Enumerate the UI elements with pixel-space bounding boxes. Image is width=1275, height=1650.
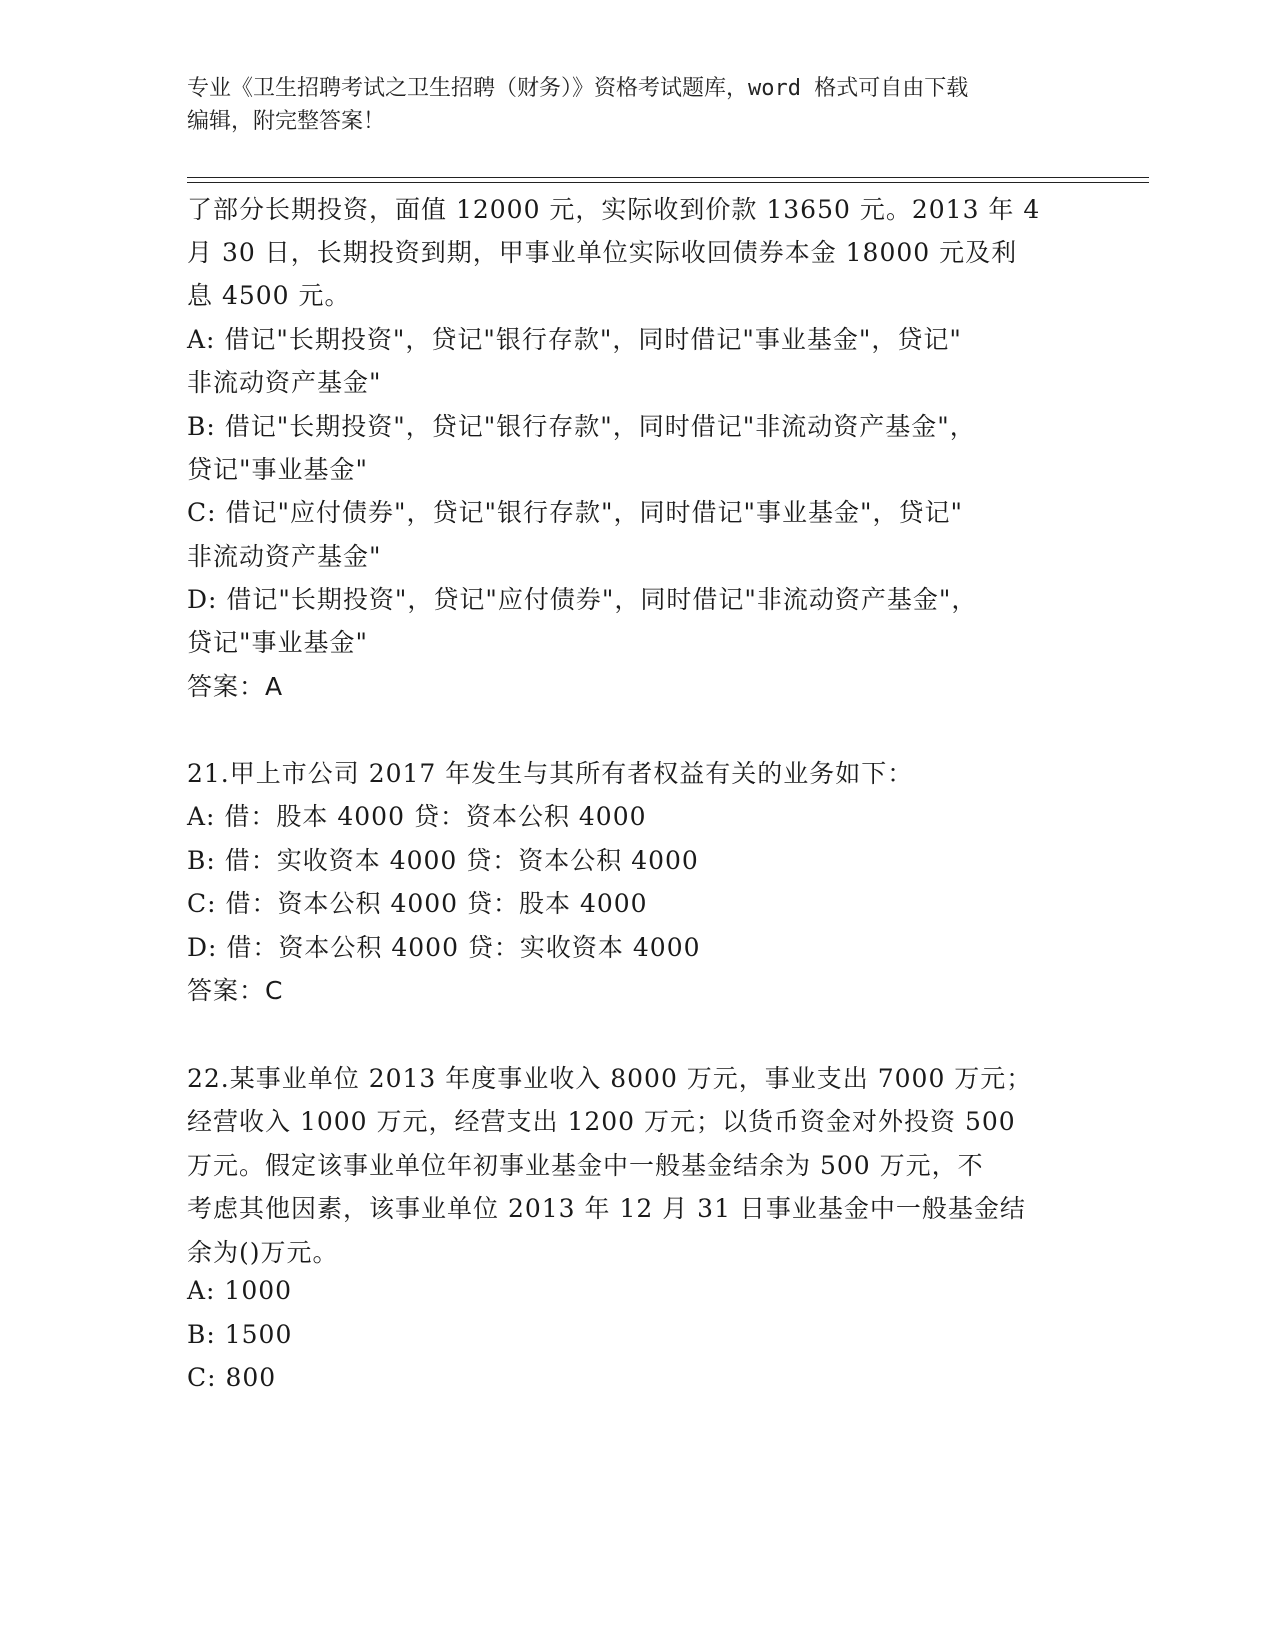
question-stem-line: 万元。假定该事业单位年初事业基金中一般基金结余为 500 万元，不 (187, 1151, 984, 1180)
question-stem-line: 考虑其他因素，该事业单位 2013 年 12 月 31 日事业基金中一般基金结 (187, 1194, 1026, 1223)
option-c: C: 800 (187, 1363, 277, 1392)
header-line-1: 专业《卫生招聘考试之卫生招聘（财务）》资格考试题库，word 格式可自由下载 (187, 76, 969, 101)
question-stem-line: 经营收入 1000 万元，经营支出 1200 万元；以货币资金对外投资 500 (187, 1107, 1016, 1136)
answer-label: 答案：A (187, 672, 284, 701)
option-b: B: 1500 (187, 1320, 293, 1349)
question-stem-line: 息 4500 元。 (187, 281, 351, 310)
header-rule-bottom (187, 182, 1149, 183)
header-line-2: 编辑，附完整答案！ (187, 109, 386, 134)
option-a-continued: 非流动资产基金" (187, 368, 382, 397)
option-c: C: 借记"应付债券"，贷记"银行存款"，同时借记"事业基金"，贷记" (187, 498, 963, 527)
page-header (187, 72, 1087, 138)
header-rule-top (187, 177, 1149, 178)
answer-label: 答案：C (187, 976, 284, 1005)
question-stem-line: 余为()万元。 (187, 1238, 339, 1267)
option-d: D: 借：资本公积 4000 贷：实收资本 4000 (187, 933, 701, 962)
option-b-continued: 贷记"事业基金" (187, 455, 368, 484)
option-d: D: 借记"长期投资"，贷记"应付债券"，同时借记"非流动资产基金"， (187, 585, 978, 614)
option-a: A: 借记"长期投资"，贷记"银行存款"，同时借记"事业基金"，贷记" (187, 325, 962, 354)
option-b: B: 借：实收资本 4000 贷：资本公积 4000 (187, 846, 699, 875)
option-d-continued: 贷记"事业基金" (187, 628, 368, 657)
question-stem-line: 22.某事业单位 2013 年度事业收入 8000 万元，事业支出 7000 万元； (187, 1064, 1033, 1093)
option-c-continued: 非流动资产基金" (187, 542, 382, 571)
question-stem-line: 21.甲上市公司 2017 年发生与其所有者权益有关的业务如下： (187, 759, 914, 788)
option-a: A: 借：股本 4000 贷：资本公积 4000 (187, 802, 647, 831)
question-stem-line: 月 30 日，长期投资到期，甲事业单位实际收回债券本金 18000 元及利 (187, 238, 1018, 267)
question-stem-line: 了部分长期投资，面值 12000 元，实际收到价款 13650 元。2013 年 4 (187, 195, 1041, 224)
option-c: C: 借：资本公积 4000 贷：股本 4000 (187, 889, 648, 918)
option-b: B: 借记"长期投资"，贷记"银行存款"，同时借记"非流动资产基金"， (187, 412, 976, 441)
option-a: A: 1000 (187, 1276, 293, 1305)
